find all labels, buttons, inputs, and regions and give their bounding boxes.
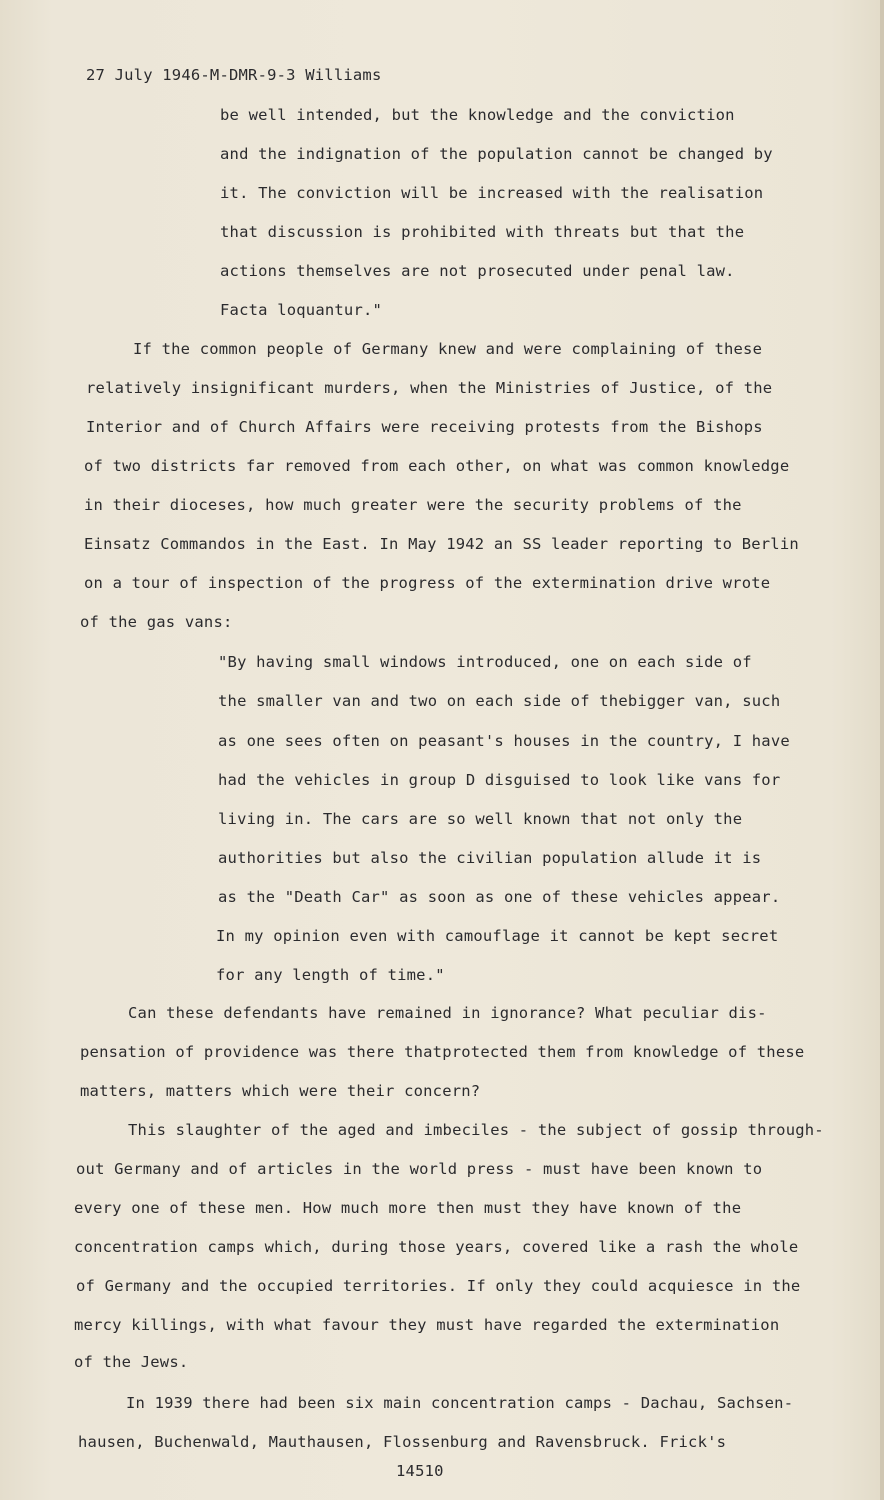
quote2-line-8: In my opinion even with camouflage it cannot be kept secret bbox=[216, 927, 779, 945]
quote2-line-1: "By having small windows introduced, one on each side of bbox=[218, 653, 752, 671]
para1-line-2: relatively insignificant murders, when the Ministries of Justice, of the bbox=[86, 379, 773, 397]
quote1-line-5: actions themselves are not prosecuted under penal law. bbox=[220, 262, 735, 280]
page-edge bbox=[880, 0, 884, 1500]
para1-line-6: Einsatz Commandos in the East. In May 1942 an SS leader reporting to Berlin bbox=[84, 535, 799, 553]
para3-line-6: mercy killings, with what favour they must have regarded the extermination bbox=[74, 1316, 780, 1334]
para3-line-5: of Germany and the occupied territories. If only they could acquiesce in the bbox=[76, 1277, 801, 1295]
para1-line-5: in their dioceses, how much greater were the security problems of the bbox=[84, 496, 742, 514]
quote1-line-2: and the indignation of the population cannot be changed by bbox=[220, 145, 773, 163]
quote2-line-3: as one sees often on peasant's houses in the country, I have bbox=[218, 732, 790, 750]
para3-line-3: every one of these men. How much more then must they have known of the bbox=[74, 1199, 742, 1217]
para2-line-1: Can these defendants have remained in ignorance? What peculiar dis- bbox=[128, 1004, 767, 1022]
para1-line-8: of the gas vans: bbox=[80, 613, 233, 631]
para3-line-2: out Germany and of articles in the world press - must have been known to bbox=[76, 1160, 763, 1178]
quote2-line-7: as the "Death Car" as soon as one of these vehicles appear. bbox=[218, 888, 781, 906]
para2-line-2: pensation of providence was there thatprotected them from knowledge of these bbox=[80, 1043, 805, 1061]
para4-line-1: In 1939 there had been six main concentration camps - Dachau, Sachsen- bbox=[126, 1394, 794, 1412]
quote2-line-6: authorities but also the civilian population allude it is bbox=[218, 849, 762, 867]
quote1-line-6: Facta loquantur." bbox=[220, 301, 383, 319]
para1-line-1: If the common people of Germany knew and were complaining of these bbox=[133, 340, 763, 358]
quote2-line-4: had the vehicles in group D disguised to look like vans for bbox=[218, 771, 781, 789]
quote2-line-2: the smaller van and two on each side of thebigger van, such bbox=[218, 692, 781, 710]
header-line: 27 July 1946-M-DMR-9-3 Williams bbox=[86, 66, 382, 84]
quote2-line-5: living in. The cars are so well known that not only the bbox=[218, 810, 743, 828]
para1-line-4: of two districts far removed from each other, on what was common knowledge bbox=[84, 457, 790, 475]
quote1-line-3: it. The conviction will be increased with the realisation bbox=[220, 184, 764, 202]
para3-line-1: This slaughter of the aged and imbeciles - the subject of gossip through- bbox=[128, 1121, 824, 1139]
para3-line-4: concentration camps which, during those years, covered like a rash the whole bbox=[74, 1238, 799, 1256]
para1-line-7: on a tour of inspection of the progress of the extermination drive wrote bbox=[84, 574, 771, 592]
para2-line-3: matters, matters which were their concern? bbox=[80, 1082, 481, 1100]
para3-line-7: of the Jews. bbox=[74, 1353, 189, 1371]
page-number: 14510 bbox=[396, 1462, 444, 1480]
para1-line-3: Interior and of Church Affairs were receiving protests from the Bishops bbox=[86, 418, 763, 436]
quote1-line-4: that discussion is prohibited with threats but that the bbox=[220, 223, 745, 241]
quote2-line-9: for any length of time." bbox=[216, 966, 445, 984]
para4-line-2: hausen, Buchenwald, Mauthausen, Flossenburg and Ravensbruck. Frick's bbox=[78, 1433, 727, 1451]
quote1-line-1: be well intended, but the knowledge and the conviction bbox=[220, 106, 735, 124]
